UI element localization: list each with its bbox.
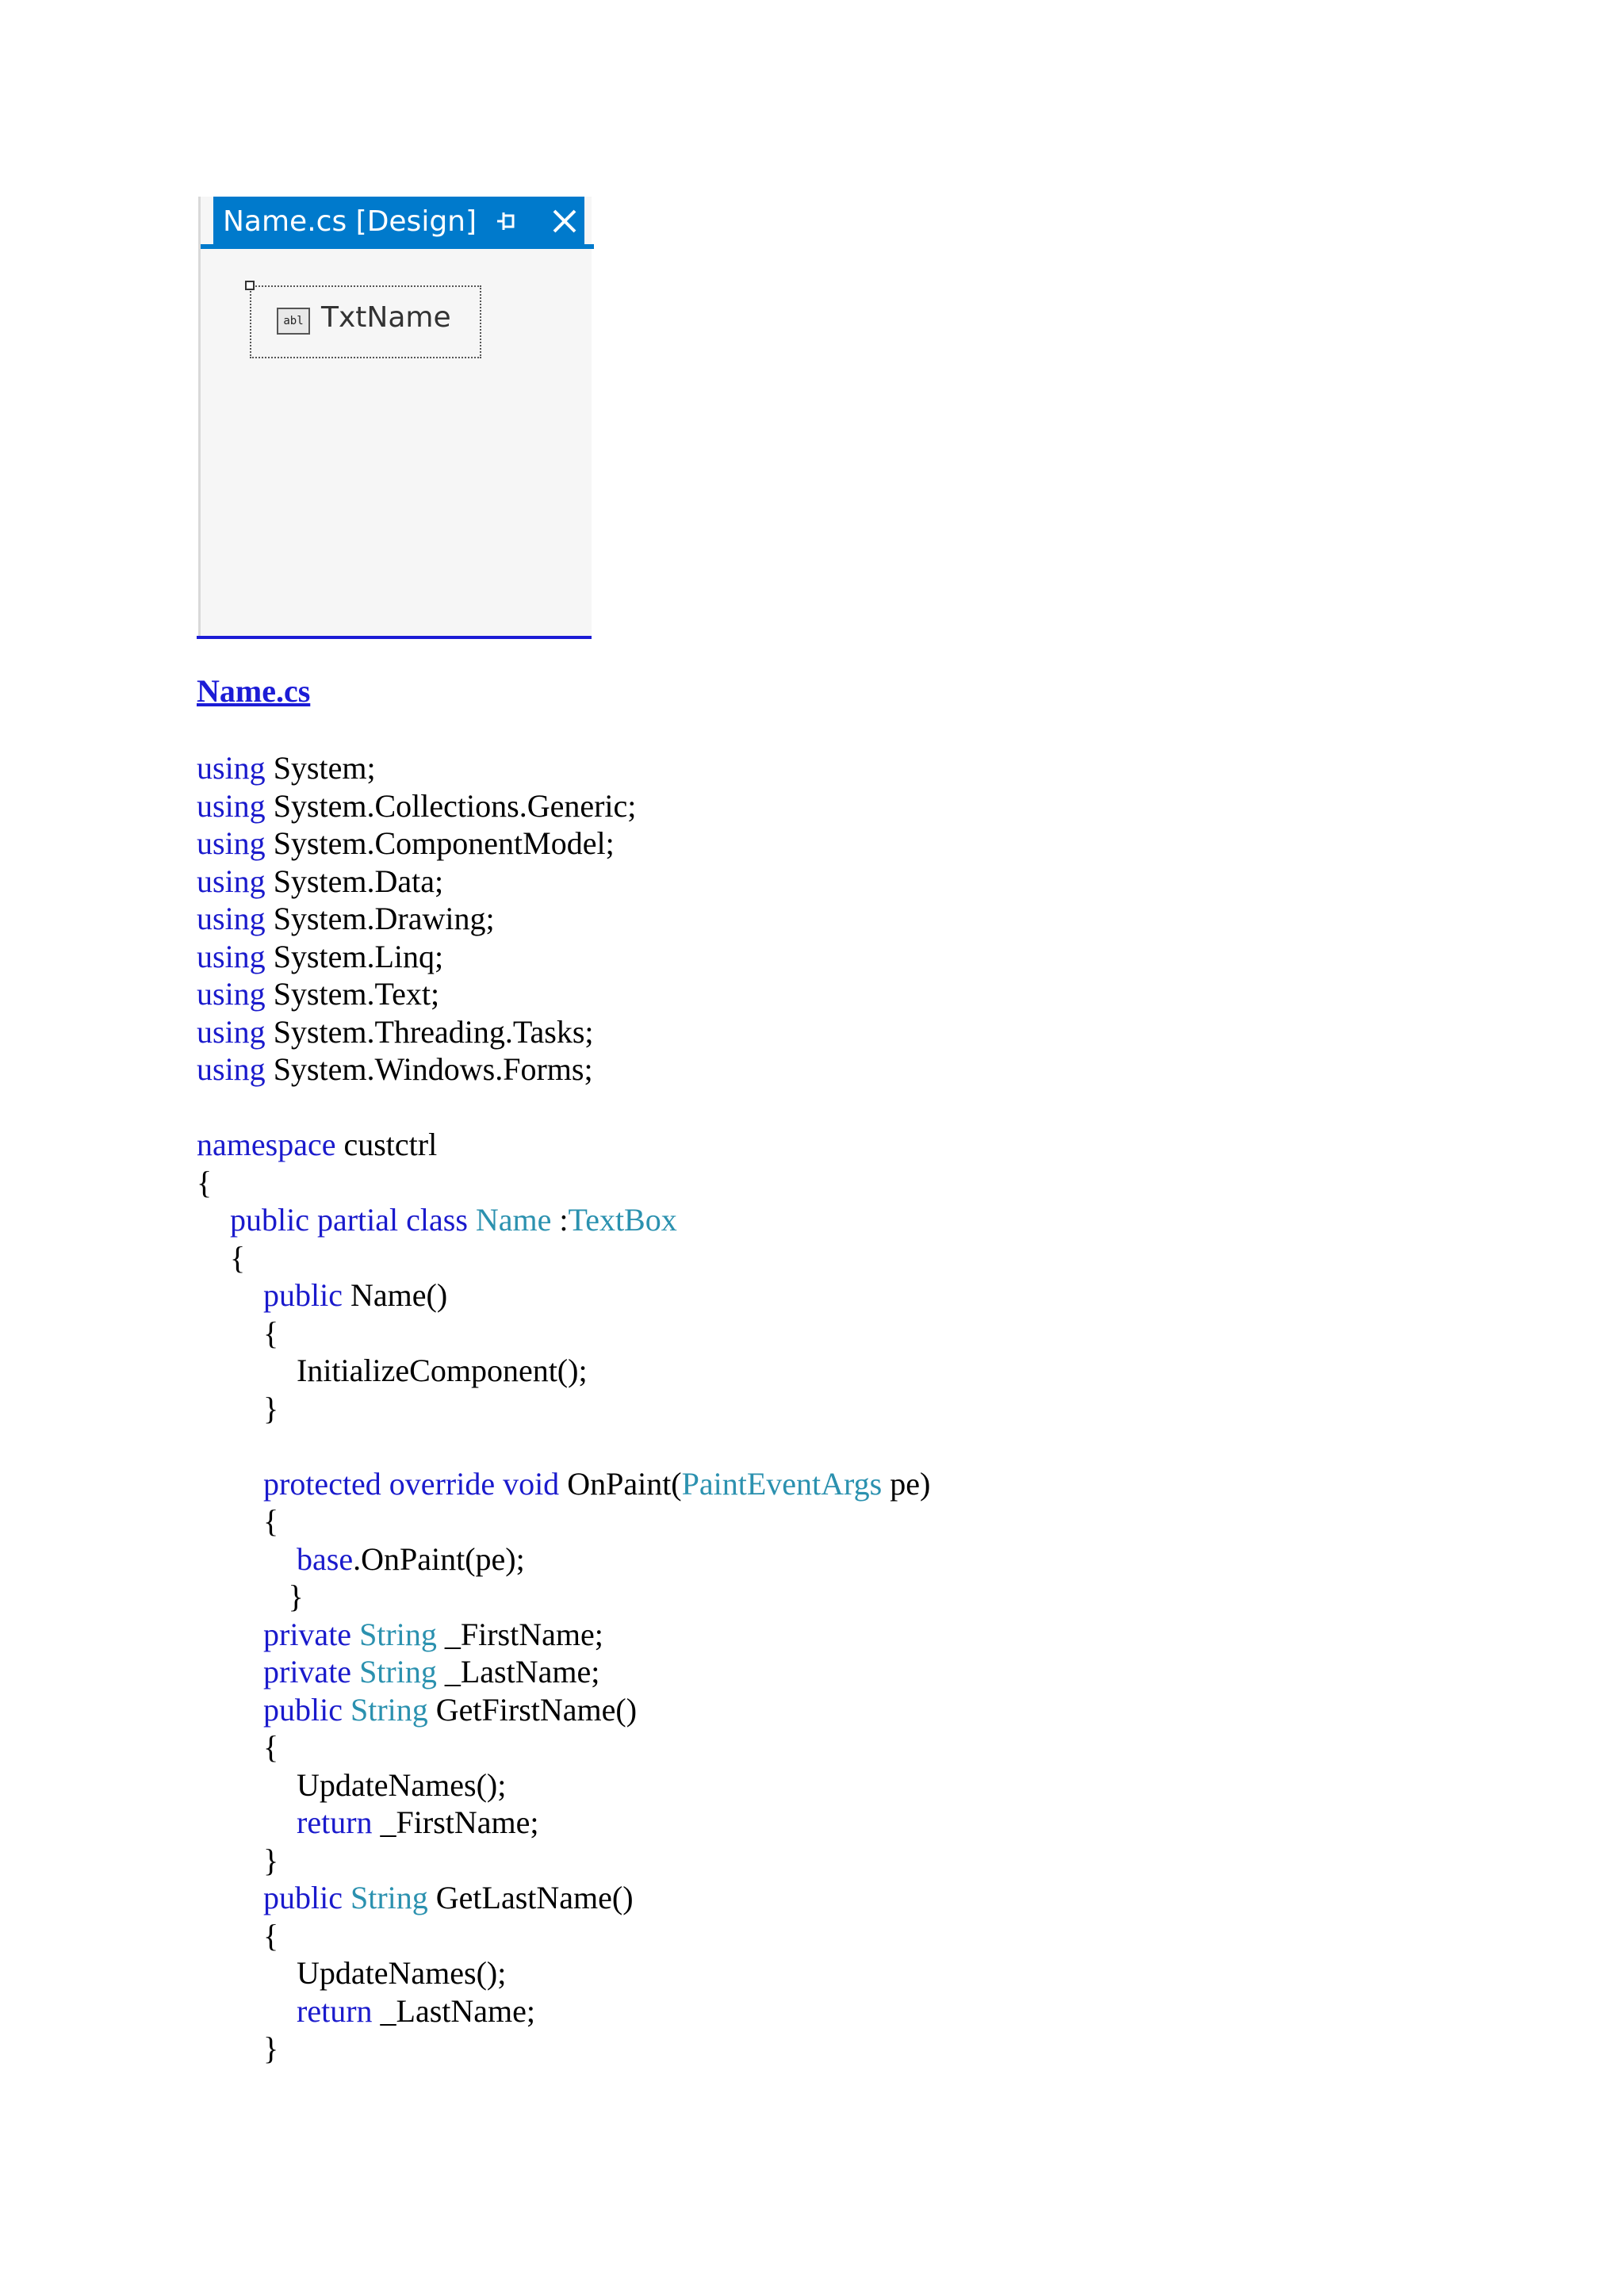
code-text: UpdateNames();: [297, 1955, 507, 1991]
code-line: [197, 1842, 930, 1880]
code-text: {: [197, 1164, 213, 1200]
code-keyword: public: [263, 1691, 343, 1728]
code-keyword: return: [297, 1992, 373, 2029]
code-text: System.Collections.Generic;: [265, 787, 637, 824]
code-line: [197, 1578, 930, 1616]
code-text: [351, 1654, 359, 1689]
code-line: [197, 1164, 930, 1202]
code-text: System.Threading.Tasks;: [265, 1013, 594, 1050]
code-text: {: [230, 1239, 246, 1276]
code-keyword: using: [197, 863, 266, 899]
code-text: InitializeComponent();: [297, 1353, 588, 1388]
code-line: [197, 1089, 930, 1127]
code-text: System.Data;: [265, 863, 444, 899]
code-text: pe): [882, 1465, 931, 1502]
code-keyword: using: [197, 1051, 266, 1087]
code-line: [197, 1540, 930, 1578]
code-text: _FirstName;: [436, 1616, 603, 1652]
selection-handle[interactable]: [245, 281, 255, 290]
code-text: OnPaint(: [559, 1465, 682, 1502]
code-text: {: [263, 1917, 279, 1954]
code-type: String: [350, 1691, 428, 1728]
code-type: String: [350, 1880, 428, 1915]
code-line: [197, 1050, 930, 1089]
code-line: [197, 1804, 930, 1842]
tab-underline: [201, 244, 594, 249]
code-line: [197, 938, 930, 976]
code-keyword: using: [197, 750, 266, 786]
code-line: [197, 1502, 930, 1540]
code-line: [197, 1352, 930, 1390]
code-text: [468, 1202, 476, 1238]
code-text: }: [263, 2030, 279, 2066]
code-line: [197, 1653, 930, 1691]
code-line: [197, 975, 930, 1013]
code-line: [197, 1013, 930, 1051]
code-text: Name(): [342, 1277, 448, 1313]
code-line: [197, 1239, 930, 1277]
code-text: _LastName;: [436, 1654, 600, 1689]
code-keyword: public partial class: [230, 1202, 468, 1238]
code-text: GetFirstName(): [427, 1691, 638, 1728]
code-keyword: public: [263, 1880, 343, 1915]
code-keyword: using: [197, 825, 266, 861]
code-line: [197, 1691, 930, 1729]
code-keyword: protected override void: [263, 1465, 560, 1502]
code-keyword: private: [263, 1654, 352, 1689]
code-keyword: namespace: [197, 1127, 336, 1162]
code-keyword: using: [197, 901, 266, 936]
code-type: PaintEventArgs: [681, 1465, 883, 1502]
pin-icon[interactable]: [496, 211, 516, 232]
code-keyword: return: [297, 1804, 373, 1840]
code-keyword: using: [197, 938, 266, 974]
code-line: [197, 1314, 930, 1353]
code-type: String: [359, 1654, 437, 1689]
code-text: _FirstName;: [372, 1804, 539, 1840]
code-line: [197, 1276, 930, 1314]
code-line: [197, 1917, 930, 1955]
code-line: [197, 1728, 930, 1766]
code-line: [197, 863, 930, 901]
code-type: Name: [475, 1202, 552, 1238]
code-text: }: [263, 1842, 279, 1878]
code-text: .OnPaint(pe);: [353, 1540, 525, 1577]
code-text: System.Drawing;: [265, 901, 495, 936]
code-text: GetLastName(): [427, 1880, 634, 1915]
code-line: [197, 1879, 930, 1917]
code-text: [343, 1880, 350, 1915]
code-line: [197, 2030, 930, 2068]
designer-bottom-border: [197, 636, 592, 639]
code-line: [197, 1427, 930, 1465]
code-text: _LastName;: [372, 1992, 536, 2029]
designer-tab[interactable]: [213, 197, 584, 247]
textbox-icon: abl: [277, 308, 310, 335]
code-line: [197, 900, 930, 938]
code-text: }: [263, 1390, 279, 1426]
code-line: [197, 1616, 930, 1654]
code-keyword: using: [197, 787, 266, 824]
code-line: [197, 749, 930, 787]
code-text: System.Text;: [265, 976, 440, 1012]
code-type: String: [359, 1616, 437, 1652]
code-line: [197, 1126, 930, 1164]
designer-tab-title: Name.cs [Design]: [223, 205, 477, 238]
code-text: {: [263, 1729, 279, 1765]
file-heading: Name.cs: [197, 673, 311, 709]
designer-panel: [198, 197, 592, 637]
code-line: [197, 787, 930, 825]
code-keyword: base: [297, 1540, 354, 1577]
txtname-component[interactable]: [250, 285, 481, 358]
code-line: [197, 1954, 930, 1992]
code-text: :: [551, 1202, 569, 1238]
code-keyword: using: [197, 1013, 266, 1050]
code-text: {: [263, 1314, 279, 1351]
close-icon[interactable]: [551, 208, 578, 235]
code-listing: [197, 749, 930, 2068]
code-keyword: private: [263, 1616, 352, 1652]
code-keyword: public: [263, 1277, 343, 1313]
code-line: [197, 1201, 930, 1239]
code-line: [197, 1992, 930, 2030]
component-label: TxtName: [321, 301, 451, 334]
code-text: UpdateNames();: [297, 1766, 507, 1803]
code-line: [197, 825, 930, 863]
code-line: [197, 1465, 930, 1503]
code-line: [197, 1390, 930, 1428]
code-text: System.Linq;: [265, 938, 444, 974]
code-text: System.Windows.Forms;: [265, 1051, 593, 1087]
code-line: [197, 1766, 930, 1804]
code-type: TextBox: [568, 1202, 677, 1238]
code-text: [343, 1692, 350, 1728]
code-text: custctrl: [335, 1127, 438, 1162]
code-text: System.ComponentModel;: [265, 825, 615, 861]
code-text: [351, 1617, 359, 1652]
code-text: }: [288, 1578, 304, 1614]
code-text: {: [263, 1503, 279, 1539]
code-keyword: using: [197, 976, 266, 1012]
code-text: System;: [265, 750, 376, 786]
